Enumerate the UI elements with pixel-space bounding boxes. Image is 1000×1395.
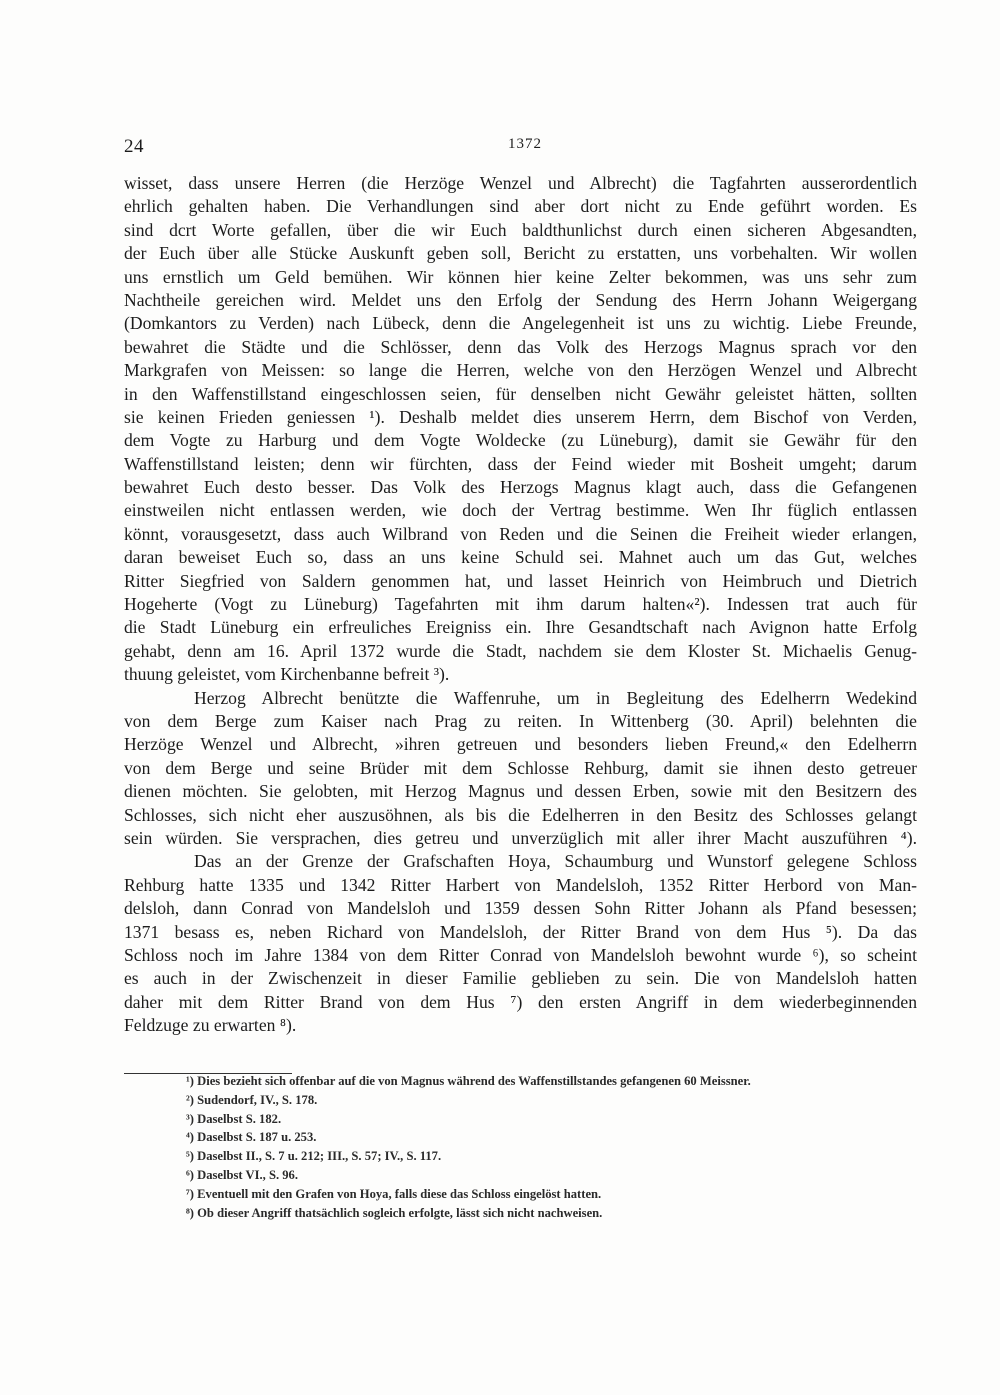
text-line: könnt, vorausgesetzt, dass auch Wilbrand von Reden und die Seinen die Freiheit wieder erlangen, <box>124 523 917 544</box>
text-line: Schlosses, sich nicht eher auszusöhnen, als bis die Edelherren in den Besitz des Schlosses gelangt <box>124 804 917 825</box>
text-line: uns ernstlich um Geld bemühen. Wir können hier keine Zelter bekommen, was uns sehr zum <box>124 266 917 287</box>
footnotes <box>186 1072 906 1222</box>
text-line: dienen möchten. Sie gelobten, mit Herzog Magnus und dessen Erben, sowie mit den Besitzern des <box>124 781 917 802</box>
text-line: in den Waffenstillstand eingeschlossen seien, für denselben nicht Gewähr geleistet hätten, sollten <box>124 383 917 404</box>
footnote: ²) Sudendorf, IV., S. 178. <box>186 1092 318 1107</box>
text-line: sie keinen Frieden geniessen ¹). Deshalb meldet dies unserem Herrn, dem Bischof von Verden, <box>124 406 917 427</box>
text-line: daran beweiset Euch so, dass an uns keine Schuld sei. Mahnet auch um das Gut, welches <box>124 547 917 568</box>
text-line: delsloh, dann Conrad von Mandelsloh und 1359 dessen Sohn Ritter Johann als Pfand besessen; <box>124 898 917 919</box>
text-line: Hogeherte (Vogt zu Lüneburg) Tagefahrten mit ihm darum halten«²). Indessen trat auch für <box>124 594 917 615</box>
text-line: dem Vogte zu Harburg und dem Vogte Woldecke (zu Lüneburg), damit sie Gewähr für den <box>124 430 917 451</box>
text-line: Herzöge Wenzel und Albrecht, »ihren getreuen und besonders lieben Freund,« den Edelherrn <box>124 734 917 755</box>
text-line: einstweilen nicht entlassen werden, wie doch der Vertrag bestimme. Wen Ihr füglich entlassen <box>124 500 917 521</box>
text-line: es auch in der Zwischenzeit in dieser Familie geblieben zu sein. Die von Mandelsloh hatten <box>124 968 917 989</box>
body-text <box>124 172 917 1037</box>
text-line: 1371 besass es, neben Richard von Mandelsloh, der Ritter Brand von dem Hus ⁵). Da das <box>124 921 917 942</box>
text-line: bewahret Euch desto besser. Das Volk des Herzogs Magnus klagt auch, dass die Gefangenen <box>124 477 917 498</box>
footnote: ⁴) Daselbst S. 187 u. 253. <box>186 1130 317 1145</box>
text-line: Nachtheile gereichen wird. Meldet uns den Erfolg der Sendung des Herrn Johann Weigergang <box>124 289 917 310</box>
footnote: ³) Daselbst S. 182. <box>186 1111 282 1126</box>
text-line: sein würden. Sie versprachen, dies getreu und unverzüglich mit aller ihrer Macht auszuführen ⁴). <box>124 827 917 848</box>
text-line: daher mit dem Ritter Brand von dem Hus ⁷) den ersten Angriff in dem wiederbeginnenden <box>124 991 917 1012</box>
text-line: Waffenstillstand leisten; denn wir fürchten, dass der Feind wieder mit Bosheit umgeht; darum <box>124 453 917 474</box>
text-line: Herzog Albrecht benützte die Waffenruhe, um in Begleitung des Edelherrn Wedekind <box>194 687 917 708</box>
text-line: die Stadt Lüneburg ein erfreuliches Ereigniss ein. Ihre Gesandtschaft nach Avignon hatte Erfolg <box>124 617 917 638</box>
text-line: bewahret die Städte und die Schlösser, denn das Volk des Herzogs Magnus sprach vor den <box>124 336 917 357</box>
text-line: thuung geleistet, vom Kirchenbanne befreit ³). <box>124 664 450 685</box>
text-line: von dem Berge zum Kaiser nach Prag zu reiten. In Wittenberg (30. April) belehnten die <box>124 710 917 731</box>
running-header-year: 1372 <box>508 136 542 152</box>
text-line: gehabt, denn am 16. April 1372 wurde die Stadt, nachdem sie dem Kloster St. Michaelis Genug- <box>124 640 917 661</box>
text-line: Feldzuge zu erwarten ⁸). <box>124 1015 297 1036</box>
footnote: ⁵) Daselbst II., S. 7 u. 212; III., S. 57; IV., S. 117. <box>186 1149 442 1164</box>
footnote: ⁷) Eventuell mit den Grafen von Hoya, falls diese das Schloss eingelöst hatten. <box>186 1186 602 1201</box>
text-line: wisset, dass unsere Herren (die Herzöge Wenzel und Albrecht) die Tagfahrten ausserordentlich <box>124 173 917 193</box>
footnote: ¹) Dies bezieht sich offenbar auf die von Magnus während des Waffenstillstandes gefangenen 60 Meissner. <box>186 1074 751 1088</box>
text-line: der Euch über alle Stücke Auskunft geben soll, Bericht zu erstatten, uns vorbehalten. Wir wollen <box>124 243 917 264</box>
text-line: ehrlich gehalten haben. Die Verhandlungen sind aber dort nicht zu Ende geführt worden. Es <box>124 196 917 217</box>
text-line: sind dcrt Worte gefallen, über die wir Euch baldthunlichst durch einen sicheren Abgesandten, <box>124 219 917 240</box>
footnote: ⁸) Ob dieser Angriff thatsächlich sogleich erfolgte, lässt sich nicht nachweisen. <box>186 1205 603 1220</box>
text-line: Rehburg hatte 1335 und 1342 Ritter Harbert von Mandelsloh, 1352 Ritter Herbord von Man- <box>124 874 917 895</box>
text-line: Schloss noch im Jahre 1384 von dem Ritter Conrad von Mandelsloh bewohnt wurde ⁶), so scheint <box>124 944 917 965</box>
footnote: ⁶) Daselbst VI., S. 96. <box>186 1167 299 1182</box>
text-line: (Domkantors zu Verden) nach Lübeck, denn die Angelegenheit ist uns zu wichtig. Liebe Freunde, <box>124 313 917 334</box>
text-line: von dem Berge und seine Brüder mit dem Schlosse Rehburg, damit sie ihnen desto getreuer <box>124 757 917 778</box>
page-number: 24 <box>124 136 144 157</box>
text-line: Das an der Grenze der Grafschaften Hoya, Schaumburg und Wunstorf gelegene Schloss <box>194 851 917 872</box>
text-line: Markgrafen von Meissen: so lange die Herren, welche von den Herzögen Wenzel und Albrecht <box>124 360 917 381</box>
text-line: Ritter Siegfried von Saldern genommen hat, und lasset Heinrich von Heimbruch und Dietrich <box>124 570 917 591</box>
